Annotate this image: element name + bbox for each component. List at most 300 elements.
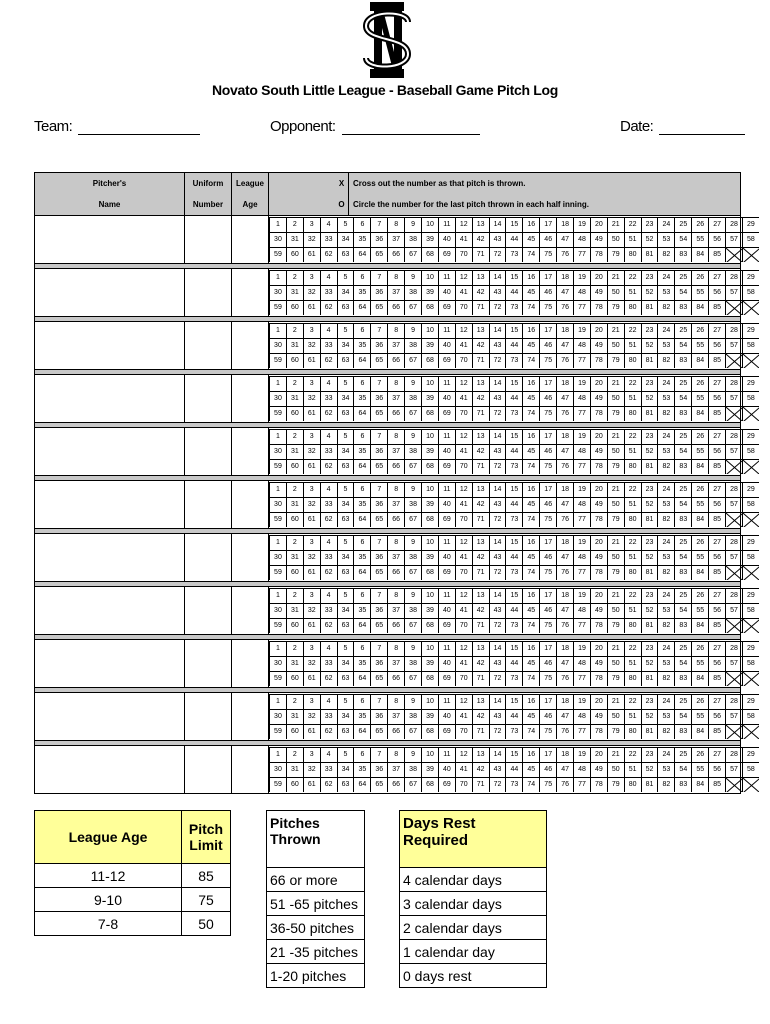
- pitch-number-cell[interactable]: 49: [590, 550, 607, 565]
- pitch-number-cell[interactable]: 69: [438, 512, 455, 527]
- pitch-number-cell[interactable]: 55: [691, 656, 708, 671]
- pitch-number-cell[interactable]: 45: [522, 762, 539, 777]
- pitch-number-cell[interactable]: 81: [641, 459, 658, 474]
- pitch-number-cell[interactable]: 6: [353, 429, 370, 444]
- pitch-number-cell[interactable]: 26: [691, 747, 708, 762]
- pitch-number-cell[interactable]: 63: [337, 459, 354, 474]
- team-field[interactable]: [34, 118, 200, 135]
- crossed-cell[interactable]: [725, 300, 742, 315]
- pitch-number-cell[interactable]: 27: [708, 482, 725, 497]
- pitch-number-cell[interactable]: 11: [438, 270, 455, 285]
- pitch-number-cell[interactable]: 39: [421, 550, 438, 565]
- pitch-number-cell[interactable]: 6: [353, 694, 370, 709]
- pitch-number-cell[interactable]: 64: [353, 777, 370, 792]
- pitch-number-cell[interactable]: 18: [556, 323, 573, 338]
- pitch-number-cell[interactable]: 64: [353, 300, 370, 315]
- pitch-number-cell[interactable]: 16: [522, 747, 539, 762]
- pitch-number-cell[interactable]: 47: [556, 444, 573, 459]
- pitcher-name-cell[interactable]: [35, 428, 185, 475]
- pitch-number-cell[interactable]: 40: [438, 497, 455, 512]
- pitch-number-cell[interactable]: 79: [607, 459, 624, 474]
- pitch-number-cell[interactable]: 36: [370, 232, 387, 247]
- pitch-number-cell[interactable]: 61: [303, 671, 320, 686]
- pitch-number-cell[interactable]: 66: [387, 247, 404, 262]
- pitch-number-cell[interactable]: 69: [438, 406, 455, 421]
- pitch-number-cell[interactable]: 63: [337, 724, 354, 739]
- pitch-number-cell[interactable]: 3: [303, 641, 320, 656]
- pitch-number-cell[interactable]: 59: [269, 247, 286, 262]
- pitch-number-cell[interactable]: 67: [404, 247, 421, 262]
- pitch-number-cell[interactable]: 40: [438, 709, 455, 724]
- pitch-number-cell[interactable]: 28: [725, 429, 742, 444]
- pitch-number-cell[interactable]: 23: [641, 535, 658, 550]
- pitch-number-cell[interactable]: 6: [353, 482, 370, 497]
- pitch-number-cell[interactable]: 2: [286, 323, 303, 338]
- pitch-number-cell[interactable]: 17: [539, 747, 556, 762]
- pitcher-name-cell[interactable]: [35, 746, 185, 793]
- pitch-number-cell[interactable]: 85: [708, 247, 725, 262]
- uniform-number-cell[interactable]: [185, 640, 232, 687]
- pitch-number-cell[interactable]: 60: [286, 777, 303, 792]
- pitch-number-cell[interactable]: 53: [657, 232, 674, 247]
- pitch-number-cell[interactable]: 25: [674, 376, 691, 391]
- pitch-number-cell[interactable]: 5: [337, 429, 354, 444]
- pitch-number-cell[interactable]: 34: [337, 656, 354, 671]
- pitch-number-cell[interactable]: 4: [320, 482, 337, 497]
- pitch-number-cell[interactable]: 18: [556, 747, 573, 762]
- pitch-number-cell[interactable]: 66: [387, 353, 404, 368]
- pitch-number-cell[interactable]: 62: [320, 512, 337, 527]
- pitch-number-cell[interactable]: 30: [269, 497, 286, 512]
- pitch-number-cell[interactable]: 85: [708, 618, 725, 633]
- pitch-number-cell[interactable]: 10: [421, 323, 438, 338]
- pitch-number-cell[interactable]: 57: [725, 709, 742, 724]
- pitch-number-cell[interactable]: 42: [472, 709, 489, 724]
- pitch-number-cell[interactable]: 73: [505, 671, 522, 686]
- pitch-number-cell[interactable]: 55: [691, 603, 708, 618]
- pitch-number-cell[interactable]: 56: [708, 603, 725, 618]
- pitch-number-cell[interactable]: 73: [505, 618, 522, 633]
- pitch-number-cell[interactable]: 23: [641, 323, 658, 338]
- pitch-number-cell[interactable]: 42: [472, 232, 489, 247]
- pitch-number-cell[interactable]: 63: [337, 565, 354, 580]
- pitch-number-cell[interactable]: 11: [438, 376, 455, 391]
- pitch-number-cell[interactable]: 41: [455, 762, 472, 777]
- pitch-number-cell[interactable]: 56: [708, 497, 725, 512]
- pitch-number-cell[interactable]: 37: [387, 603, 404, 618]
- pitch-number-cell[interactable]: 71: [472, 353, 489, 368]
- pitch-number-cell[interactable]: 15: [505, 588, 522, 603]
- pitch-number-cell[interactable]: 50: [607, 709, 624, 724]
- pitch-number-cell[interactable]: 60: [286, 618, 303, 633]
- pitch-number-cell[interactable]: 69: [438, 671, 455, 686]
- pitch-number-cell[interactable]: 55: [691, 550, 708, 565]
- pitch-number-cell[interactable]: 84: [691, 512, 708, 527]
- pitch-number-cell[interactable]: 5: [337, 641, 354, 656]
- pitch-number-cell[interactable]: 62: [320, 247, 337, 262]
- pitch-number-cell[interactable]: 60: [286, 247, 303, 262]
- pitch-number-cell[interactable]: 6: [353, 217, 370, 232]
- pitch-number-cell[interactable]: 57: [725, 603, 742, 618]
- pitch-number-cell[interactable]: 34: [337, 391, 354, 406]
- pitch-number-cell[interactable]: 65: [370, 512, 387, 527]
- pitch-number-cell[interactable]: 35: [353, 550, 370, 565]
- pitch-number-cell[interactable]: 53: [657, 444, 674, 459]
- pitch-number-cell[interactable]: 49: [590, 709, 607, 724]
- pitch-number-cell[interactable]: 85: [708, 353, 725, 368]
- league-age-cell[interactable]: [232, 428, 269, 475]
- pitch-number-cell[interactable]: 62: [320, 618, 337, 633]
- pitch-number-cell[interactable]: 75: [539, 671, 556, 686]
- pitch-number-cell[interactable]: 40: [438, 550, 455, 565]
- pitch-number-cell[interactable]: 52: [641, 338, 658, 353]
- pitch-number-cell[interactable]: 57: [725, 550, 742, 565]
- pitch-number-cell[interactable]: 38: [404, 709, 421, 724]
- pitch-number-cell[interactable]: 1: [269, 270, 286, 285]
- pitch-number-cell[interactable]: 36: [370, 497, 387, 512]
- pitch-number-cell[interactable]: 4: [320, 747, 337, 762]
- pitch-number-cell[interactable]: 33: [320, 338, 337, 353]
- opponent-line[interactable]: [342, 120, 480, 135]
- pitch-number-cell[interactable]: 1: [269, 482, 286, 497]
- pitch-number-cell[interactable]: 64: [353, 353, 370, 368]
- pitch-number-cell[interactable]: 68: [421, 247, 438, 262]
- pitch-number-cell[interactable]: 1: [269, 217, 286, 232]
- pitch-number-cell[interactable]: 21: [607, 535, 624, 550]
- pitch-number-cell[interactable]: 37: [387, 285, 404, 300]
- pitch-number-cell[interactable]: 79: [607, 300, 624, 315]
- pitch-number-cell[interactable]: 39: [421, 762, 438, 777]
- pitch-number-cell[interactable]: 58: [742, 444, 759, 459]
- pitch-number-cell[interactable]: 83: [674, 300, 691, 315]
- pitch-number-cell[interactable]: 15: [505, 694, 522, 709]
- pitch-number-cell[interactable]: 12: [455, 482, 472, 497]
- league-age-cell[interactable]: [232, 216, 269, 263]
- pitch-number-cell[interactable]: 83: [674, 565, 691, 580]
- pitch-number-cell[interactable]: 48: [573, 550, 590, 565]
- pitch-number-cell[interactable]: 20: [590, 747, 607, 762]
- pitch-number-cell[interactable]: 49: [590, 232, 607, 247]
- pitch-number-cell[interactable]: 3: [303, 588, 320, 603]
- pitch-number-cell[interactable]: 24: [657, 270, 674, 285]
- pitch-number-cell[interactable]: 28: [725, 217, 742, 232]
- pitch-number-cell[interactable]: 16: [522, 641, 539, 656]
- league-age-cell[interactable]: [232, 269, 269, 316]
- pitch-number-cell[interactable]: 14: [489, 217, 506, 232]
- pitch-number-cell[interactable]: 28: [725, 588, 742, 603]
- pitch-number-cell[interactable]: 11: [438, 217, 455, 232]
- pitch-number-cell[interactable]: 18: [556, 482, 573, 497]
- pitch-number-cell[interactable]: 26: [691, 641, 708, 656]
- crossed-cell[interactable]: [725, 671, 742, 686]
- pitch-number-cell[interactable]: 50: [607, 762, 624, 777]
- pitch-number-cell[interactable]: 22: [624, 747, 641, 762]
- pitch-number-cell[interactable]: 79: [607, 353, 624, 368]
- pitch-number-cell[interactable]: 82: [657, 512, 674, 527]
- pitch-number-cell[interactable]: 15: [505, 270, 522, 285]
- pitch-number-cell[interactable]: 45: [522, 285, 539, 300]
- pitch-number-cell[interactable]: 33: [320, 603, 337, 618]
- pitch-number-cell[interactable]: 32: [303, 656, 320, 671]
- pitch-number-cell[interactable]: 25: [674, 747, 691, 762]
- pitch-number-cell[interactable]: 31: [286, 391, 303, 406]
- pitch-number-cell[interactable]: 36: [370, 391, 387, 406]
- pitch-number-cell[interactable]: 21: [607, 217, 624, 232]
- crossed-cell[interactable]: [725, 777, 742, 792]
- pitch-number-cell[interactable]: 80: [624, 777, 641, 792]
- pitch-number-cell[interactable]: 64: [353, 247, 370, 262]
- pitch-number-cell[interactable]: 15: [505, 217, 522, 232]
- pitch-number-cell[interactable]: 84: [691, 777, 708, 792]
- pitch-number-cell[interactable]: 1: [269, 694, 286, 709]
- pitch-number-cell[interactable]: 31: [286, 497, 303, 512]
- pitch-number-cell[interactable]: 76: [556, 618, 573, 633]
- pitch-number-cell[interactable]: 77: [573, 247, 590, 262]
- pitch-number-cell[interactable]: 24: [657, 217, 674, 232]
- pitch-number-cell[interactable]: 5: [337, 747, 354, 762]
- pitch-number-cell[interactable]: 65: [370, 406, 387, 421]
- pitch-number-cell[interactable]: 11: [438, 694, 455, 709]
- pitch-number-cell[interactable]: 60: [286, 300, 303, 315]
- pitch-number-cell[interactable]: 39: [421, 232, 438, 247]
- pitch-number-cell[interactable]: 10: [421, 747, 438, 762]
- pitch-number-cell[interactable]: 45: [522, 391, 539, 406]
- pitch-number-cell[interactable]: 62: [320, 459, 337, 474]
- pitch-number-cell[interactable]: 71: [472, 300, 489, 315]
- pitch-number-cell[interactable]: 67: [404, 565, 421, 580]
- pitch-number-cell[interactable]: 69: [438, 565, 455, 580]
- pitch-number-cell[interactable]: 44: [505, 497, 522, 512]
- pitch-number-cell[interactable]: 74: [522, 512, 539, 527]
- uniform-number-cell[interactable]: [185, 375, 232, 422]
- pitch-number-cell[interactable]: 6: [353, 270, 370, 285]
- pitch-number-cell[interactable]: 23: [641, 217, 658, 232]
- pitch-number-cell[interactable]: 20: [590, 535, 607, 550]
- pitch-number-cell[interactable]: 53: [657, 338, 674, 353]
- pitch-number-cell[interactable]: 51: [624, 338, 641, 353]
- pitch-number-cell[interactable]: 14: [489, 588, 506, 603]
- pitch-number-cell[interactable]: 24: [657, 535, 674, 550]
- pitch-number-cell[interactable]: 6: [353, 535, 370, 550]
- pitch-number-cell[interactable]: 42: [472, 550, 489, 565]
- pitch-number-cell[interactable]: 64: [353, 724, 370, 739]
- pitch-number-cell[interactable]: 13: [472, 641, 489, 656]
- pitch-number-cell[interactable]: 58: [742, 391, 759, 406]
- pitch-number-cell[interactable]: 36: [370, 444, 387, 459]
- pitch-number-cell[interactable]: 70: [455, 565, 472, 580]
- pitch-number-cell[interactable]: 30: [269, 762, 286, 777]
- pitch-number-cell[interactable]: 9: [404, 376, 421, 391]
- pitch-number-cell[interactable]: 83: [674, 777, 691, 792]
- pitch-number-cell[interactable]: 60: [286, 671, 303, 686]
- pitch-number-cell[interactable]: 37: [387, 656, 404, 671]
- pitch-number-cell[interactable]: 14: [489, 429, 506, 444]
- pitch-number-cell[interactable]: 68: [421, 353, 438, 368]
- pitch-number-cell[interactable]: 9: [404, 641, 421, 656]
- pitch-number-cell[interactable]: 82: [657, 618, 674, 633]
- pitch-number-cell[interactable]: 2: [286, 217, 303, 232]
- pitch-number-cell[interactable]: 32: [303, 709, 320, 724]
- league-age-cell[interactable]: [232, 322, 269, 369]
- pitch-number-cell[interactable]: 17: [539, 270, 556, 285]
- pitch-number-cell[interactable]: 64: [353, 459, 370, 474]
- pitch-number-cell[interactable]: 18: [556, 588, 573, 603]
- pitch-number-cell[interactable]: 76: [556, 777, 573, 792]
- pitch-number-cell[interactable]: 7: [370, 747, 387, 762]
- pitch-number-cell[interactable]: 11: [438, 535, 455, 550]
- pitch-number-cell[interactable]: 37: [387, 444, 404, 459]
- pitch-number-cell[interactable]: 45: [522, 550, 539, 565]
- pitch-number-cell[interactable]: 47: [556, 550, 573, 565]
- pitch-number-cell[interactable]: 35: [353, 285, 370, 300]
- pitch-number-cell[interactable]: 40: [438, 603, 455, 618]
- pitch-number-cell[interactable]: 33: [320, 550, 337, 565]
- pitch-number-cell[interactable]: 48: [573, 762, 590, 777]
- pitch-number-cell[interactable]: 75: [539, 565, 556, 580]
- pitch-number-cell[interactable]: 16: [522, 482, 539, 497]
- pitch-number-cell[interactable]: 14: [489, 482, 506, 497]
- pitch-number-cell[interactable]: 68: [421, 300, 438, 315]
- pitch-number-cell[interactable]: 84: [691, 565, 708, 580]
- pitch-number-cell[interactable]: 20: [590, 429, 607, 444]
- team-line[interactable]: [78, 120, 200, 135]
- pitch-number-cell[interactable]: 59: [269, 671, 286, 686]
- pitch-number-cell[interactable]: 35: [353, 603, 370, 618]
- pitch-number-cell[interactable]: 31: [286, 603, 303, 618]
- pitch-number-cell[interactable]: 26: [691, 270, 708, 285]
- pitch-number-cell[interactable]: 58: [742, 285, 759, 300]
- pitch-number-cell[interactable]: 74: [522, 353, 539, 368]
- pitch-number-cell[interactable]: 38: [404, 232, 421, 247]
- pitch-number-cell[interactable]: 52: [641, 656, 658, 671]
- pitch-number-cell[interactable]: 20: [590, 694, 607, 709]
- pitch-number-cell[interactable]: 11: [438, 641, 455, 656]
- pitch-number-cell[interactable]: 24: [657, 747, 674, 762]
- pitch-number-cell[interactable]: 5: [337, 376, 354, 391]
- pitch-number-cell[interactable]: 48: [573, 656, 590, 671]
- pitch-number-cell[interactable]: 66: [387, 671, 404, 686]
- pitch-number-cell[interactable]: 69: [438, 300, 455, 315]
- pitch-number-cell[interactable]: 33: [320, 497, 337, 512]
- pitch-number-cell[interactable]: 44: [505, 603, 522, 618]
- pitch-number-cell[interactable]: 20: [590, 588, 607, 603]
- pitch-number-cell[interactable]: 38: [404, 285, 421, 300]
- pitch-number-cell[interactable]: 33: [320, 232, 337, 247]
- pitch-number-cell[interactable]: 14: [489, 376, 506, 391]
- pitch-number-cell[interactable]: 32: [303, 762, 320, 777]
- pitch-number-cell[interactable]: 21: [607, 270, 624, 285]
- pitch-number-cell[interactable]: 42: [472, 444, 489, 459]
- pitch-number-cell[interactable]: 5: [337, 482, 354, 497]
- pitch-number-cell[interactable]: 7: [370, 429, 387, 444]
- pitch-number-cell[interactable]: 22: [624, 482, 641, 497]
- pitch-number-cell[interactable]: 18: [556, 429, 573, 444]
- pitch-number-cell[interactable]: 60: [286, 565, 303, 580]
- pitcher-name-cell[interactable]: [35, 375, 185, 422]
- pitch-number-cell[interactable]: 16: [522, 217, 539, 232]
- pitch-number-cell[interactable]: 49: [590, 391, 607, 406]
- pitch-number-cell[interactable]: 57: [725, 656, 742, 671]
- pitch-number-cell[interactable]: 20: [590, 217, 607, 232]
- pitch-number-cell[interactable]: 84: [691, 353, 708, 368]
- crossed-cell[interactable]: [725, 406, 742, 421]
- pitch-number-cell[interactable]: 54: [674, 232, 691, 247]
- pitch-number-cell[interactable]: 9: [404, 270, 421, 285]
- pitch-number-cell[interactable]: 10: [421, 270, 438, 285]
- pitch-number-cell[interactable]: 74: [522, 618, 539, 633]
- pitch-number-cell[interactable]: 3: [303, 429, 320, 444]
- pitch-number-cell[interactable]: 16: [522, 323, 539, 338]
- pitch-number-cell[interactable]: 9: [404, 747, 421, 762]
- pitch-number-cell[interactable]: 76: [556, 512, 573, 527]
- pitch-number-cell[interactable]: 1: [269, 376, 286, 391]
- pitch-number-cell[interactable]: 39: [421, 709, 438, 724]
- pitch-number-cell[interactable]: 41: [455, 709, 472, 724]
- pitch-number-cell[interactable]: 49: [590, 656, 607, 671]
- pitch-number-cell[interactable]: 57: [725, 285, 742, 300]
- pitch-number-cell[interactable]: 76: [556, 247, 573, 262]
- pitch-number-cell[interactable]: 66: [387, 618, 404, 633]
- pitch-number-cell[interactable]: 77: [573, 777, 590, 792]
- pitch-number-cell[interactable]: 45: [522, 656, 539, 671]
- pitch-number-cell[interactable]: 45: [522, 603, 539, 618]
- pitch-number-cell[interactable]: 80: [624, 618, 641, 633]
- pitch-number-cell[interactable]: 43: [489, 232, 506, 247]
- pitch-number-cell[interactable]: 33: [320, 709, 337, 724]
- pitch-number-cell[interactable]: 47: [556, 391, 573, 406]
- pitch-number-cell[interactable]: 32: [303, 497, 320, 512]
- pitch-number-cell[interactable]: 83: [674, 247, 691, 262]
- pitch-number-cell[interactable]: 16: [522, 429, 539, 444]
- pitch-number-cell[interactable]: 14: [489, 747, 506, 762]
- pitch-number-cell[interactable]: 9: [404, 694, 421, 709]
- pitch-number-cell[interactable]: 59: [269, 565, 286, 580]
- pitch-number-cell[interactable]: 33: [320, 656, 337, 671]
- pitch-number-cell[interactable]: 29: [742, 217, 759, 232]
- pitch-number-cell[interactable]: 74: [522, 724, 539, 739]
- pitch-number-cell[interactable]: 31: [286, 762, 303, 777]
- pitch-number-cell[interactable]: 23: [641, 588, 658, 603]
- pitch-number-cell[interactable]: 37: [387, 762, 404, 777]
- pitch-number-cell[interactable]: 71: [472, 777, 489, 792]
- pitch-number-cell[interactable]: 9: [404, 429, 421, 444]
- pitch-number-cell[interactable]: 57: [725, 497, 742, 512]
- pitch-number-cell[interactable]: 30: [269, 656, 286, 671]
- pitch-number-cell[interactable]: 81: [641, 777, 658, 792]
- pitch-number-cell[interactable]: 67: [404, 671, 421, 686]
- league-age-cell[interactable]: [232, 534, 269, 581]
- pitch-number-cell[interactable]: 39: [421, 444, 438, 459]
- pitch-number-cell[interactable]: 5: [337, 694, 354, 709]
- pitch-number-cell[interactable]: 21: [607, 588, 624, 603]
- pitch-number-cell[interactable]: 42: [472, 338, 489, 353]
- pitch-number-cell[interactable]: 54: [674, 762, 691, 777]
- pitch-number-cell[interactable]: 74: [522, 459, 539, 474]
- pitch-number-cell[interactable]: 51: [624, 550, 641, 565]
- pitch-number-cell[interactable]: 74: [522, 406, 539, 421]
- pitch-number-cell[interactable]: 38: [404, 444, 421, 459]
- pitch-number-cell[interactable]: 59: [269, 777, 286, 792]
- pitch-number-cell[interactable]: 23: [641, 747, 658, 762]
- pitch-number-cell[interactable]: 71: [472, 618, 489, 633]
- pitch-number-cell[interactable]: 55: [691, 762, 708, 777]
- pitch-number-cell[interactable]: 28: [725, 482, 742, 497]
- pitch-number-cell[interactable]: 59: [269, 618, 286, 633]
- pitch-number-cell[interactable]: 25: [674, 588, 691, 603]
- pitch-number-cell[interactable]: 25: [674, 323, 691, 338]
- pitch-number-cell[interactable]: 12: [455, 376, 472, 391]
- pitch-number-cell[interactable]: 29: [742, 641, 759, 656]
